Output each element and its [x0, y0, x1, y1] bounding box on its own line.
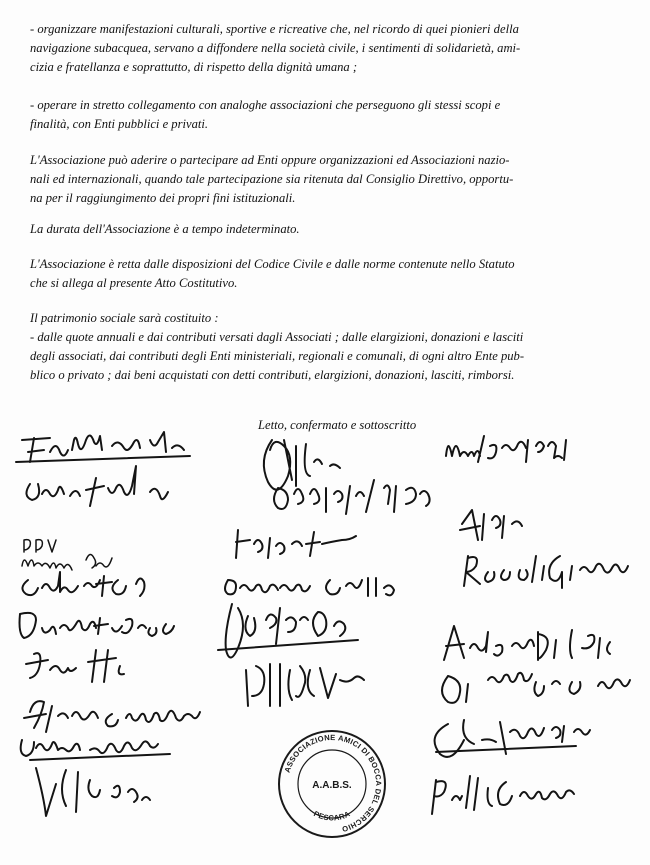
signature: [264, 440, 430, 514]
signature: [22, 540, 112, 570]
paragraph-duration: La durata dell'Associazione è a tempo indeterminato.: [30, 222, 300, 236]
signature: [444, 626, 610, 660]
signature: [236, 530, 356, 558]
signature: [26, 650, 124, 682]
signature: [464, 556, 628, 588]
signature: [225, 578, 394, 596]
signature: [22, 572, 144, 596]
paragraph-governance: L'Associazione è retta dalle disposizioni del Codice Civile e dalle norme contenute nello Statuto che si allega al presente Atto Costitutivo.: [30, 257, 515, 290]
signature: [21, 740, 170, 760]
signature: [24, 701, 200, 732]
signature: [330, 464, 340, 468]
signature: [246, 664, 364, 706]
association-stamp: [279, 731, 385, 837]
stamp-bottom-text: PESCARA: [312, 809, 352, 823]
signature: [442, 673, 630, 703]
stamp-ring-text: ASSOCIAZIONE AMICI DI BOCCA DEL SERCHIO: [282, 732, 384, 834]
signature: [26, 466, 168, 506]
signature: [432, 776, 574, 814]
signature: [218, 604, 358, 658]
signature: [36, 768, 150, 816]
paragraph-assets: Il patrimonio sociale sarà costituito : - dalle quote annuali e dai contributi versati dagli Associati ; dalle elargizioni, donazioni e lasciti degli associati, dai contributi degli Enti ministeriali, regionali e comunali, di ogni altro Ente pub- blico o privato ; dai beni acquistati con detti contributi, elargizioni, donazioni, lasciti, rimborsi.: [30, 311, 525, 382]
paragraph-membership: L'Associazione può aderire o partecipare ad Enti oppure organizzazioni ed Associazioni nazio- nali ed internazionali, quando tale partecipazione sia ritenuta dal Consiglio Direttivo, opportu- na per il raggiungimento dei propri fini istituzionali.: [30, 153, 514, 205]
signature: [16, 432, 190, 462]
paragraph-collaboration: - operare in stretto collegamento con analoghe associazioni che perseguono gli stessi scopi e finalità, con Enti pubblici e privati.: [30, 98, 501, 131]
signature: [446, 436, 566, 462]
paragraph-cultural-events: - organizzare manifestazioni culturali, sportive e ricreative che, nel ricordo di quei pionieri della navigazione subacquea, servano a diffondere nella società civile, i sentimenti di solidarietà, ami- cizia e fratellanza e soprattutto, di rispetto della dignità umana ;: [30, 22, 521, 74]
signature: [460, 510, 522, 540]
signature: [435, 720, 590, 757]
signature: [20, 613, 175, 638]
stamp-center-text: A.A.B.S.: [312, 780, 352, 791]
signature-caption: Letto, confermato e sottoscritto: [258, 418, 417, 432]
